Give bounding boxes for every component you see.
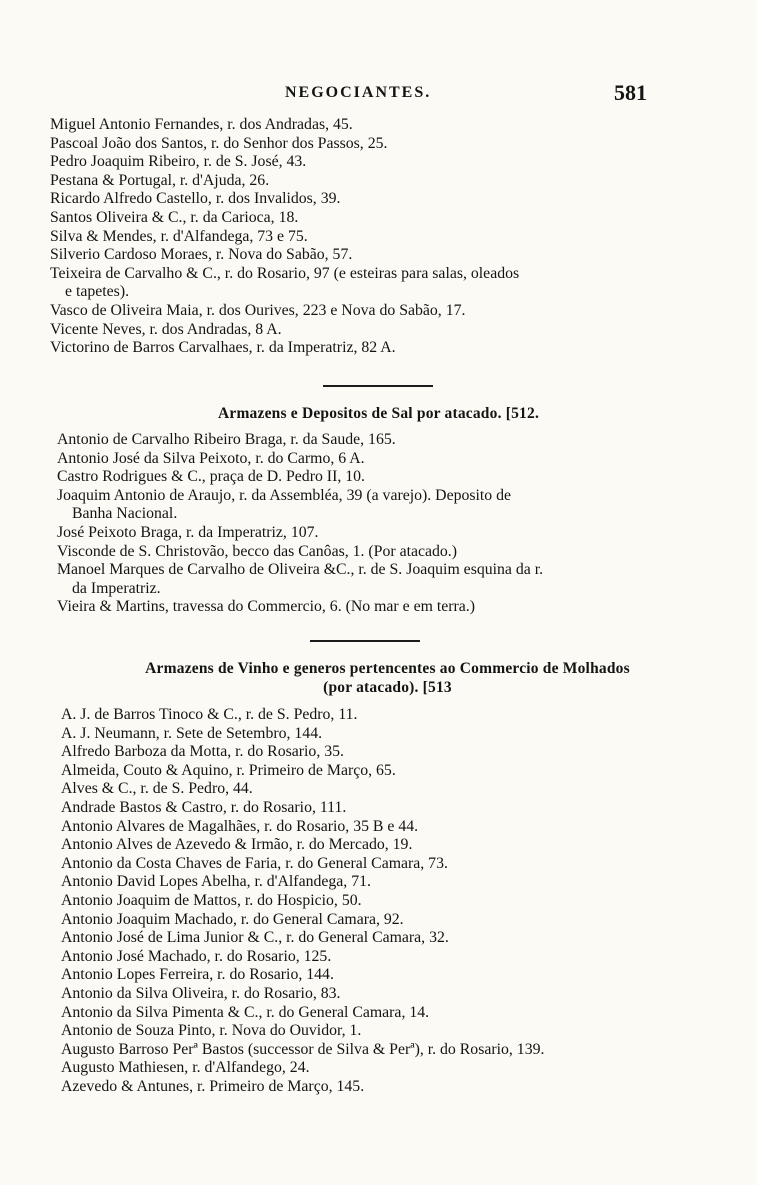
list-item: Alfredo Barboza da Motta, r. do Rosario, 35. <box>61 743 344 761</box>
list-item: A. J. de Barros Tinoco & C., r. de S. Pedro, 11. <box>61 706 358 723</box>
list-item: Azevedo & Antunes, r. Primeiro de Março, 145. <box>61 1077 365 1095</box>
list-item: Antonio Alvares de Magalhães, r. do Rosario, 35 B e 44. <box>61 817 419 835</box>
page-number: 581 <box>614 80 647 105</box>
list-item: Vasco de Oliveira Maia, r. dos Ourives, 223 e Nova do Sabão, 17. <box>50 301 466 319</box>
list-item: Vicente Neves, r. dos Andradas, 8 A. <box>50 320 282 338</box>
list-item: Visconde de S. Christovão, becco das Canôas, 1. (Por atacado.) <box>57 542 458 560</box>
list-item: Antonio Lopes Ferreira, r. do Rosario, 144. <box>61 966 334 984</box>
section-heading-sal: Armazens e Depositos de Sal por atacado. [512. <box>217 405 540 422</box>
list-item: Antonio da Costa Chaves de Faria, r. do General Camara, 73. <box>61 854 448 872</box>
list-item: Ricardo Alfredo Castello, r. dos Invalidos, 39. <box>50 190 341 208</box>
list-item: Manoel Marques de Carvalho de Oliveira &C., r. de S. Joaquim esquina da r. da Imperatriz. <box>57 561 544 597</box>
list-item: Victorino de Barros Carvalhaes, r. da Imperatriz, 82 A. <box>50 339 396 357</box>
list-item: Antonio de Carvalho Ribeiro Braga, r. da Saude, 165. <box>57 431 396 448</box>
list-item: Alves & C., r. de S. Pedro, 44. <box>61 780 253 798</box>
list-item: Castro Rodrigues & C., praça de D. Pedro II, 10. <box>57 468 365 486</box>
list-item: Pestana & Portugal, r. d'Ajuda, 26. <box>50 171 270 189</box>
list-item: Antonio José de Lima Junior & C., r. do General Camara, 32. <box>61 929 449 947</box>
list-item: Silverio Cardoso Moraes, r. Nova do Sabão, 57. <box>50 246 353 264</box>
list-item: Antonio Alves de Azevedo & Irmão, r. do Mercado, 19. <box>61 836 413 854</box>
list-item: Pedro Joaquim Ribeiro, r. de S. José, 43. <box>50 153 307 171</box>
list-item: Teixeira de Carvalho & C., r. do Rosario, 97 (e esteiras para salas, oleados e tapetes). <box>50 264 520 301</box>
list-item: Augusto Mathiesen, r. d'Alfandego, 24. <box>61 1059 310 1077</box>
list-item: José Peixoto Braga, r. da Imperatriz, 107. <box>57 523 319 541</box>
list-item: Augusto Barroso Perª Bastos (successor de Silva & Perª), r. do Rosario, 139. <box>61 1040 545 1058</box>
list-item: Antonio Joaquim de Mattos, r. do Hospicio, 50. <box>61 891 362 909</box>
list-item: Miguel Antonio Fernandes, r. dos Andradas, 45. <box>50 116 353 133</box>
list-item: A. J. Neumann, r. Sete de Setembro, 144. <box>61 724 323 742</box>
list-item: Andrade Bastos & Castro, r. do Rosario, 111. <box>61 798 347 816</box>
section-divider <box>310 640 420 642</box>
list-item: Santos Oliveira & C., r. da Carioca, 18. <box>50 208 299 226</box>
list-item: Silva & Mendes, r. d'Alfandega, 73 e 75. <box>50 227 308 245</box>
section-heading-vinho: Armazens de Vinho e generos pertencentes ao Commercio de Molhados (por atacado). [513 <box>145 660 630 696</box>
list-item: Vieira & Martins, travessa do Commercio, 6. (No mar e em terra.) <box>57 598 475 616</box>
negociantes-list <box>50 116 705 358</box>
list-item: Antonio Joaquim Machado, r. do General Camara, 92. <box>61 910 404 928</box>
list-item: Pascoal João dos Santos, r. do Senhor dos Passos, 25. <box>50 134 388 152</box>
running-head <box>0 80 757 108</box>
list-item: Antonio de Souza Pinto, r. Nova do Ouvidor, 1. <box>61 1022 362 1040</box>
list-item: Antonio José Machado, r. do Rosario, 125. <box>61 947 332 965</box>
section-divider <box>323 385 433 387</box>
sal-list <box>57 431 707 617</box>
list-item: Almeida, Couto & Aquino, r. Primeiro de Março, 65. <box>61 761 396 779</box>
running-title: NEGOCIANTES. <box>285 84 432 101</box>
list-item: Antonio David Lopes Abelha, r. d'Alfandega, 71. <box>61 873 371 891</box>
list-item: Antonio José da Silva Peixoto, r. do Carmo, 6 A. <box>57 449 365 467</box>
list-item: Joaquim Antonio de Araujo, r. da Assembléa, 39 (a varejo). Deposito de Banha Nacional. <box>57 486 512 523</box>
vinho-list <box>61 706 711 1096</box>
list-item: Antonio da Silva Pimenta & C., r. do General Camara, 14. <box>61 1003 430 1021</box>
list-item: Antonio da Silva Oliveira, r. do Rosario, 83. <box>61 984 341 1002</box>
